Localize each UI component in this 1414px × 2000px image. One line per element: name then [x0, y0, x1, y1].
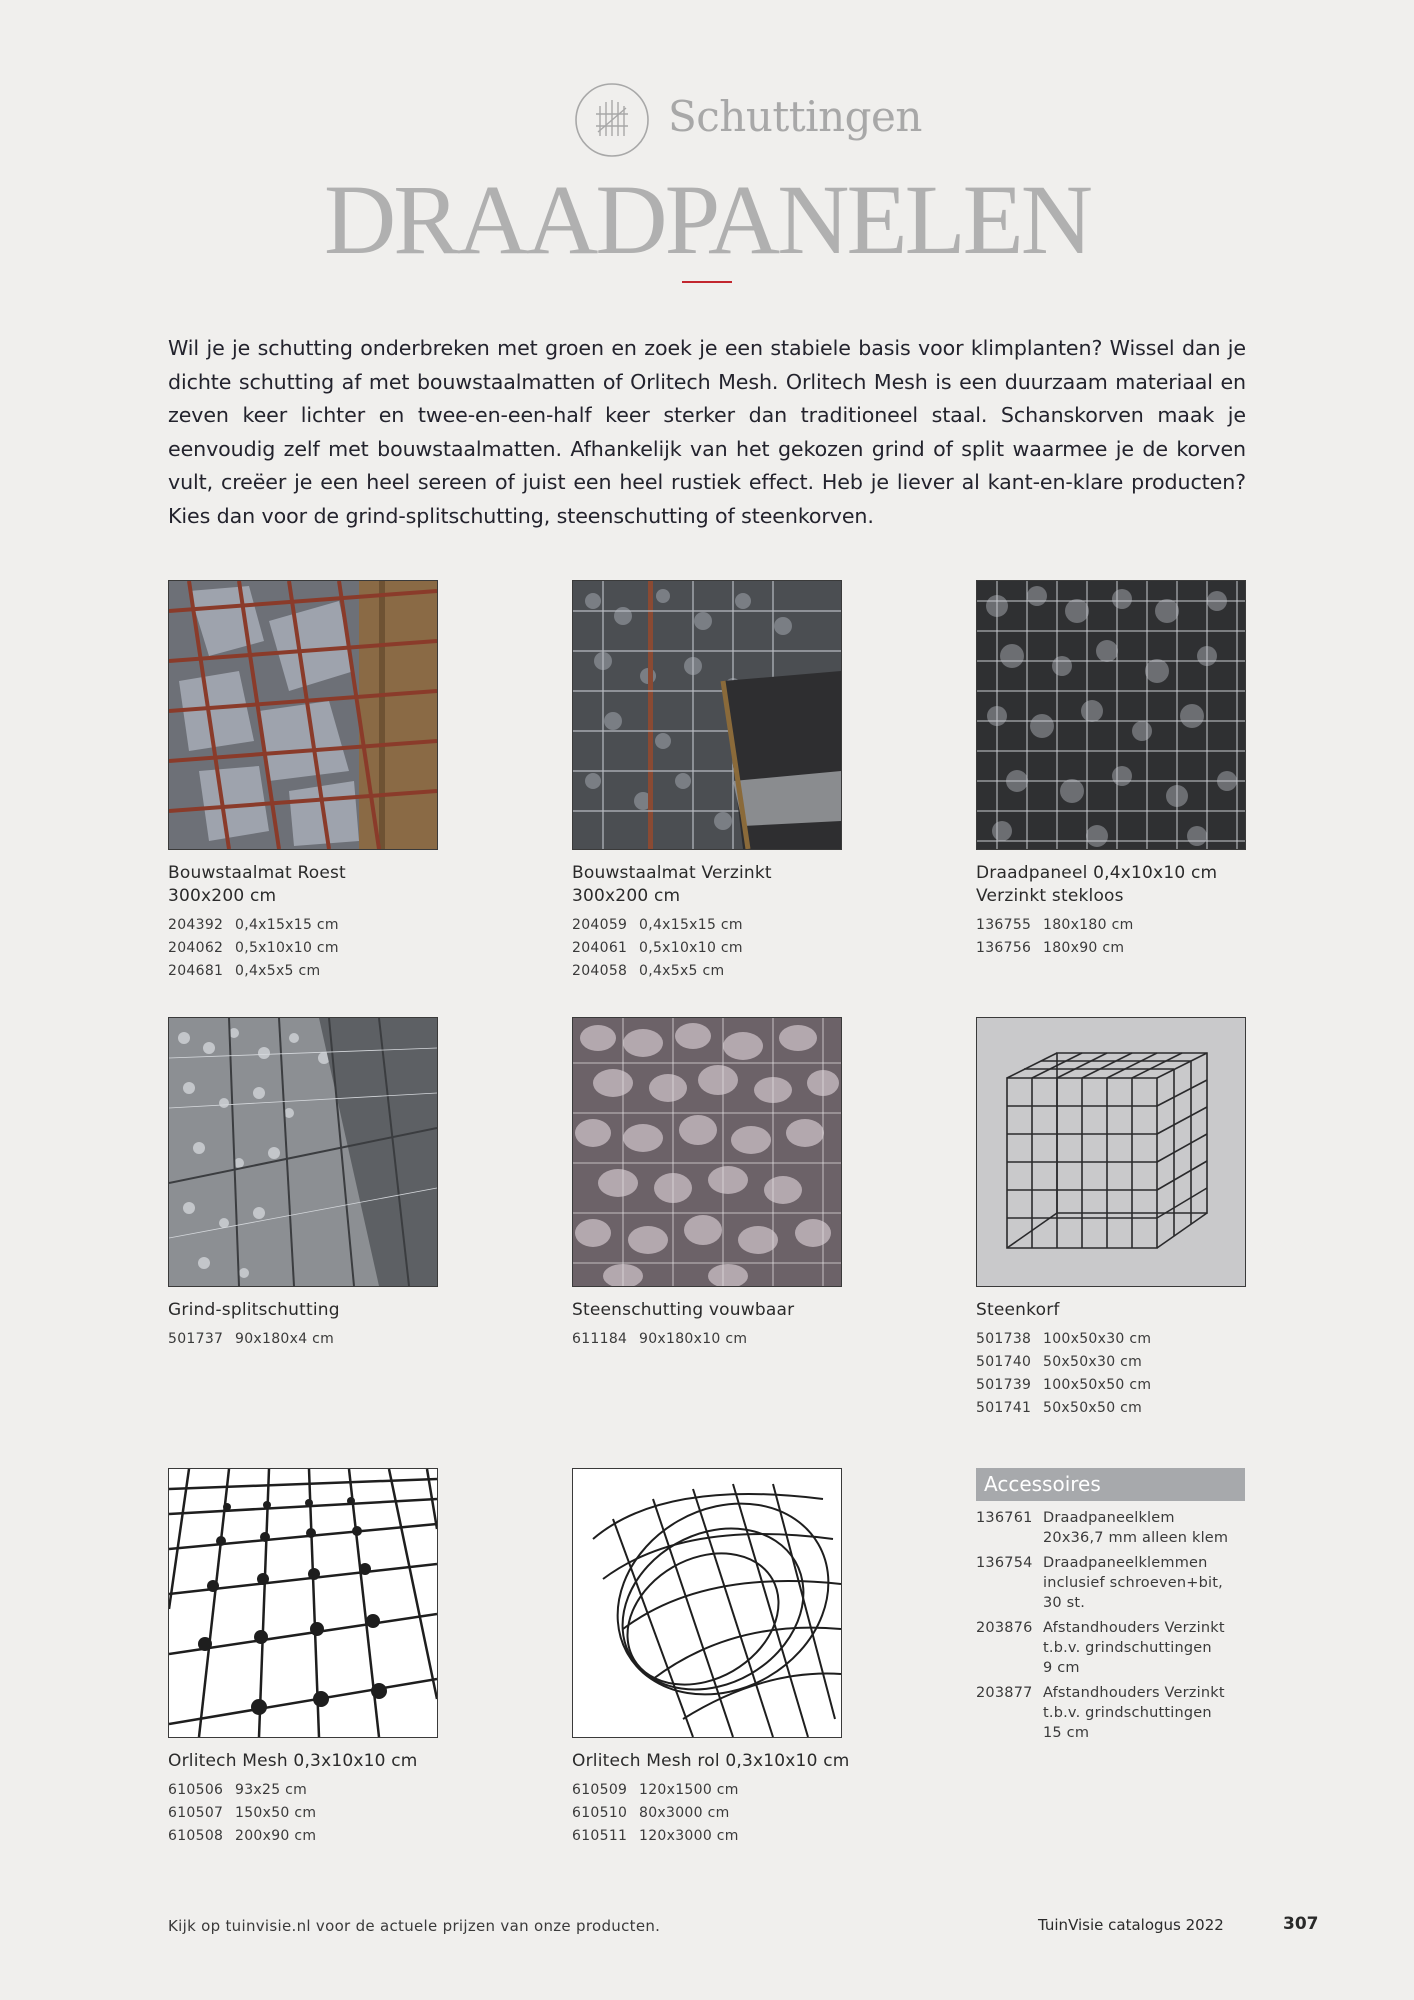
product-photo-steenkorf — [976, 1017, 1246, 1287]
product-specs: 610509 120x1500 cm 610510 80x3000 cm 610511 120x3000 cm — [572, 1782, 739, 1844]
product-photo-bouwstaalmat-verzinkt — [572, 580, 842, 850]
catalog-name: TuinVisie catalogus 2022 — [1038, 1916, 1224, 1934]
product-card[interactable] — [168, 1017, 458, 1351]
product-photo-orlitech-mesh-rol — [572, 1468, 842, 1738]
title-divider — [682, 281, 732, 283]
product-specs: 611184 90x180x10 cm — [572, 1331, 748, 1347]
product-name: Grind-splitschutting — [168, 1300, 340, 1320]
product-photo-bouwstaalmat-roest — [168, 580, 438, 850]
product-card[interactable] — [572, 580, 862, 983]
fence-icon — [574, 82, 650, 158]
product-name: Bouwstaalmat Verzinkt 300x200 cm — [572, 863, 772, 906]
accessory-item: 136761 Draadpaneelklem 20x36,7 mm alleen klem — [976, 1510, 1229, 1546]
accessories-heading: Accessoires — [976, 1468, 1245, 1501]
footer-note: Kijk op tuinvisie.nl voor de actuele prijzen van onze producten. — [168, 1917, 661, 1935]
product-card[interactable] — [168, 1468, 458, 1848]
product-name: Draadpaneel 0,4x10x10 cm Verzinkt stekloos — [976, 863, 1218, 906]
product-photo-orlitech-mesh — [168, 1468, 438, 1738]
product-name: Orlitech Mesh 0,3x10x10 cm — [168, 1751, 418, 1771]
product-specs: 501738 100x50x30 cm 501740 50x50x30 cm 501739 100x50x50 cm 501741 50x50x50 cm — [976, 1331, 1152, 1416]
product-card[interactable] — [976, 580, 1266, 960]
page-title: DRAADPANELEN — [324, 164, 1090, 275]
category-title: Schuttingen — [668, 92, 922, 141]
product-card[interactable] — [168, 580, 458, 983]
product-card[interactable] — [572, 1468, 862, 1848]
product-card[interactable] — [572, 1017, 862, 1351]
product-specs: 501737 90x180x4 cm — [168, 1331, 335, 1347]
product-name: Bouwstaalmat Roest 300x200 cm — [168, 863, 346, 906]
accessory-item: 136754 Draadpaneelklemmen inclusief schroeven+bit, 30 st. — [976, 1555, 1223, 1611]
product-name: Steenschutting vouwbaar — [572, 1300, 795, 1320]
intro-text: Wil je je schutting onderbreken met groen en zoek je een stabiele basis voor klimplanten? Wissel dan je dichte schutting af met bouwstaalmatten of Orlitech Mesh. Orlitech Mesh is een duurzaam materiaal en zeven keer lichter en twee-en-een-half keer sterker dan traditioneel staal. Schanskorven maak je eenvoudig zelf met bouwstaalmatten. Afhankelijk van het gekozen grind of split waarmee je de korven vult, creëer je een heel sereen of juist een heel rustiek effect. Heb je liever al kant-en-klare producten? Kies dan voor de grind-splitschutting, steenschutting of steenkorven. — [168, 336, 1246, 528]
product-photo-steenschutting — [572, 1017, 842, 1287]
product-specs: 204059 0,4x15x15 cm 204061 0,5x10x10 cm 204058 0,4x5x5 cm — [572, 917, 743, 979]
accessories-list — [976, 1508, 1246, 1748]
product-photo-grind-splitschutting — [168, 1017, 438, 1287]
product-photo-draadpaneel — [976, 580, 1246, 850]
product-specs: 610506 93x25 cm 610507 150x50 cm 610508 200x90 cm — [168, 1782, 317, 1844]
accessory-item: 203876 Afstandhouders Verzinkt t.b.v. grindschuttingen 9 cm — [976, 1620, 1225, 1676]
product-specs: 204392 0,4x15x15 cm 204062 0,5x10x10 cm 204681 0,4x5x5 cm — [168, 917, 339, 979]
product-name: Orlitech Mesh rol 0,3x10x10 cm — [572, 1751, 850, 1771]
product-card[interactable] — [976, 1017, 1266, 1420]
page-number: 307 — [1283, 1914, 1319, 1934]
product-name: Steenkorf — [976, 1300, 1060, 1320]
product-specs: 136755 180x180 cm 136756 180x90 cm — [976, 917, 1134, 956]
accessory-item: 203877 Afstandhouders Verzinkt t.b.v. grindschuttingen 15 cm — [976, 1685, 1225, 1741]
